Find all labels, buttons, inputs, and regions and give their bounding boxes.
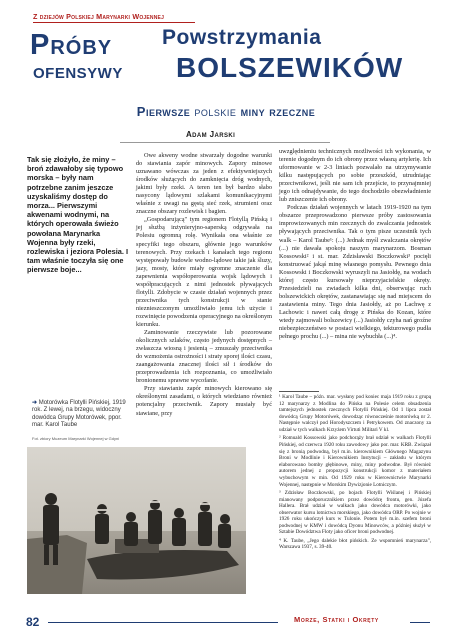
caption-text: Motorówka Flotylli Pińskiej, 1919 rok. Z lewej, na brzegu, widoczny dowódca Grupy Motorówek, ppor. mar. Karol Taube — [32, 400, 126, 429]
footer-rule — [48, 622, 278, 623]
caption-arrow-icon: ➜ — [32, 400, 39, 406]
footnote: ³ Zdzisław Boczkowski, po bojach Flotylli Wiślanej i Pińskiej mianowany podporucznikiem przez dowódcę frontu, gen. Józefa Hallera. Brał udział w walkach jako dowódca motorówki, jako obserwator kursu lotnictwa morskiego, jako dowódca ORP. Po wojnie w 1926 roku ukończył kurs w Tulonie. Potem był m.in. szefem broni podwodnej w KMW i dowódcą Dyonu Minowców, a później służył w Sztabie Dowództwa Floty jako oficer broni podwodnej. — [279, 489, 431, 536]
paragraph: Zaminowanie rzeczywiste lub pozorowane okolicznych szlaków, często jedynych dostępnych – zwłaszcza wiosną i jesienią – zmuszały przeciwnika do wzmożenia ostrożności i straty sporej ilości czasu, zaangażowania znacznej ilości sił i środków do przeprowadzenia ich rozpoznania, co umożliwiało bronionemu sprawne wycofanie. — [136, 329, 272, 385]
photo-caption — [32, 400, 128, 430]
historical-photo — [27, 447, 246, 594]
footnotes — [279, 394, 431, 553]
section-rule — [33, 22, 195, 23]
subtitle-word-3: miny — [240, 104, 266, 119]
title-word-proby: Próby — [30, 29, 113, 61]
paragraph: Przy stawianiu zapór minowych kierowano się określonymi zasadami, o których wiedziano również potencjalny przeciwnik. Zapory musiały być stawiane, przy — [136, 385, 272, 417]
subtitle-word-4: rzeczne — [269, 104, 316, 119]
paragraph: uwzględnieniu technicznych możliwości ich wykonania, w terenie dogodnym do ich obrony przez własną artylerię. Ich uformowanie w 2-3 liniach pozwalało na utrzymywanie kilku następujących po sobie przeszkód, utrudniając przeciwnikowi, jeśli nie sam ich przejście, to przynajmniej jego ich odnajdywanie, do tego dochodziło obezwładnienie lub zniszczenie ich obrony. — [279, 148, 431, 204]
author-byline: Adam Jarski — [186, 130, 236, 139]
photo-credit: Fot. zbiory Muzeum Marynarki Wojennej w Gdyni — [32, 436, 120, 441]
footnote: ⁴ K. Taube, „Jego dalekie błot pińskich. Ze wspomnień marynarza", Warszawa 1937, s. 39-40. — [279, 537, 431, 551]
title-word-bolszewikow: BOLSZEWIKÓW — [176, 52, 404, 83]
article-column-3 — [279, 148, 431, 341]
section-tag: Z dziejów Polskiej Marynarki Wojennej — [33, 12, 165, 21]
page-number: 82 — [26, 615, 40, 629]
author-rule — [120, 142, 330, 143]
footnote: ¹ Karol Taube – późn. mar. wysłany pod koniec maja 1919 roku z grupą 12 marynarzy z Modlina do Pińska na Polesie celem obsadzenia tamtejszych jednostek rzecznych Flotylli Pińskiej. Od 1 lipca został dowódcą Grupy Motorówek, dowodząc równocześnie motorówką nr 2. Następnie walczył pod Horodyszczem i Petrykowem. Od znaczony za udział w tych walkach Krzyżem Virtuti Militari V kl. — [279, 394, 431, 433]
subtitle-word-1: Pierwsze — [136, 104, 191, 119]
lead-paragraph: Tak się złożyło, że miny – broń zdawałoby się typowo morska – były nam potrzebne zanim jeszcze uzyskaliśmy dostęp do morza... Pierwszymi akwenami wodnymi, na których operowała świeżo powołana Marynarka Wojenna były rzeki, rozlewiska i jeziora Polesia. I tam właśnie toczyła się one pierwsze boje... — [27, 155, 129, 275]
article-column-2 — [136, 152, 272, 418]
title-word-ofensywy: ofensywy — [33, 60, 123, 83]
magazine-name: Morze, Statki i Okręty — [294, 615, 379, 624]
footer-rule-right — [410, 622, 430, 623]
subtitle — [0, 104, 452, 119]
subtitle-word-2: polskie — [194, 104, 237, 119]
title-word-powstrzymania: Powstrzymania — [162, 26, 322, 49]
paragraph: „Gospodarującą" tym regionem Flotyllą Pińską i jej służbą inżynieryjno-saperską odgrywała na Polesiu ogromną rolę. Wynikała ona właśnie ze specyfiki tego obszaru, głównie jego warunków terenowych. Przy rzekach i kanałach tego regionu występowały budowle wodno-lądowe takie jak śluzy, jazy, mosty, które miały ogromne znaczenie dla zapewnienia współoperowania wojsk lądowych i współpracujących z nimi jednostek pływających flotylli. Zdobycie w czasie działań wojennych przez przeciwnika tych konstrukcji w stanie nieznieszczonym umożliwiało jemu ich użycie i rozwinięcie powodzenia operacyjnego na określonym kierunku. — [136, 216, 272, 328]
paragraph: Owe akweny wodne stwarzały dogodne warunki do stawiania zapór minowych. Zapory minowe uznawano wówczas za jeden z efektywniejszych środków służących do zamknięcia dróg wodnych, jakimi były rzeki. A teren ten był bardzo słabo nasycony lądowymi szlakami komunikacyjnymi właśnie z uwagi na gęstą sieć rzek, strumieni oraz znaczne obszary rozlewisk i bagien. — [136, 152, 272, 216]
paragraph: Podczas działań wojennych w latach 1919-1920 na tym obszarze przeprowadzono pierwsze próby zastosowania improwizowanych min rzecznych do zwalczania jednostek pływających przeciwnika. Tak o tym pisze uczestnik tych walk – Karol Taube¹: (...) Jednak myśl zwalczania okrętów (...) nie dawała spokoju naszym marynarzom. Bosman Kossowski² i st. mar. Zdzisławski Boczkowski³ pocięli konstruować jakąś minę własnego pomysłu. Pewnego dnia Kossowski i Boczkowski wyruszyli na Jasiołdę, na wodach której często kursowały nieprzyjacielskie okręty. Przesiedzieli na zwiadach kilka dni, obserwując ruch bolszewickich okrętów, zastanawiając się nad miejscem do zastawienia miny. Tego dnia Jasiołdy, aż po Lachwę z Lachowic i nawet całą drogę z Pińska do Kozan, które wtedy zajmowali bolszewicy (...) Jasiołdy czyha nań groźne niebezpieczeństwo w postaci wielkiego, tekturowego pudła pełnego prochu (...) – mina nie wybuchła (...)⁴. — [279, 204, 431, 341]
footnotes-rule — [279, 391, 319, 392]
footnote: ² Romuald Kossowski jako podchorąży brał udział w walkach Flotylli Pińskiej, od czerwca 1920 roku zawodowy jako por. mar. KRB. Związał się z bronią podwodną, był m.in. kierownikiem Głównego Magazynu Broni w Modlinie i Kierownikiem Instytucji – zakładu w którym elaborowano bomby głębinowe, miny, miny podwodne. Był również autorem jednej z propozycji konstrukcji komor z materiałem wybuchowym w min. Od 1929 roku w Kierownictwie Marynarki Wojennej, następnie w Morskim Dywizjonie Lotniczym. — [279, 435, 431, 488]
